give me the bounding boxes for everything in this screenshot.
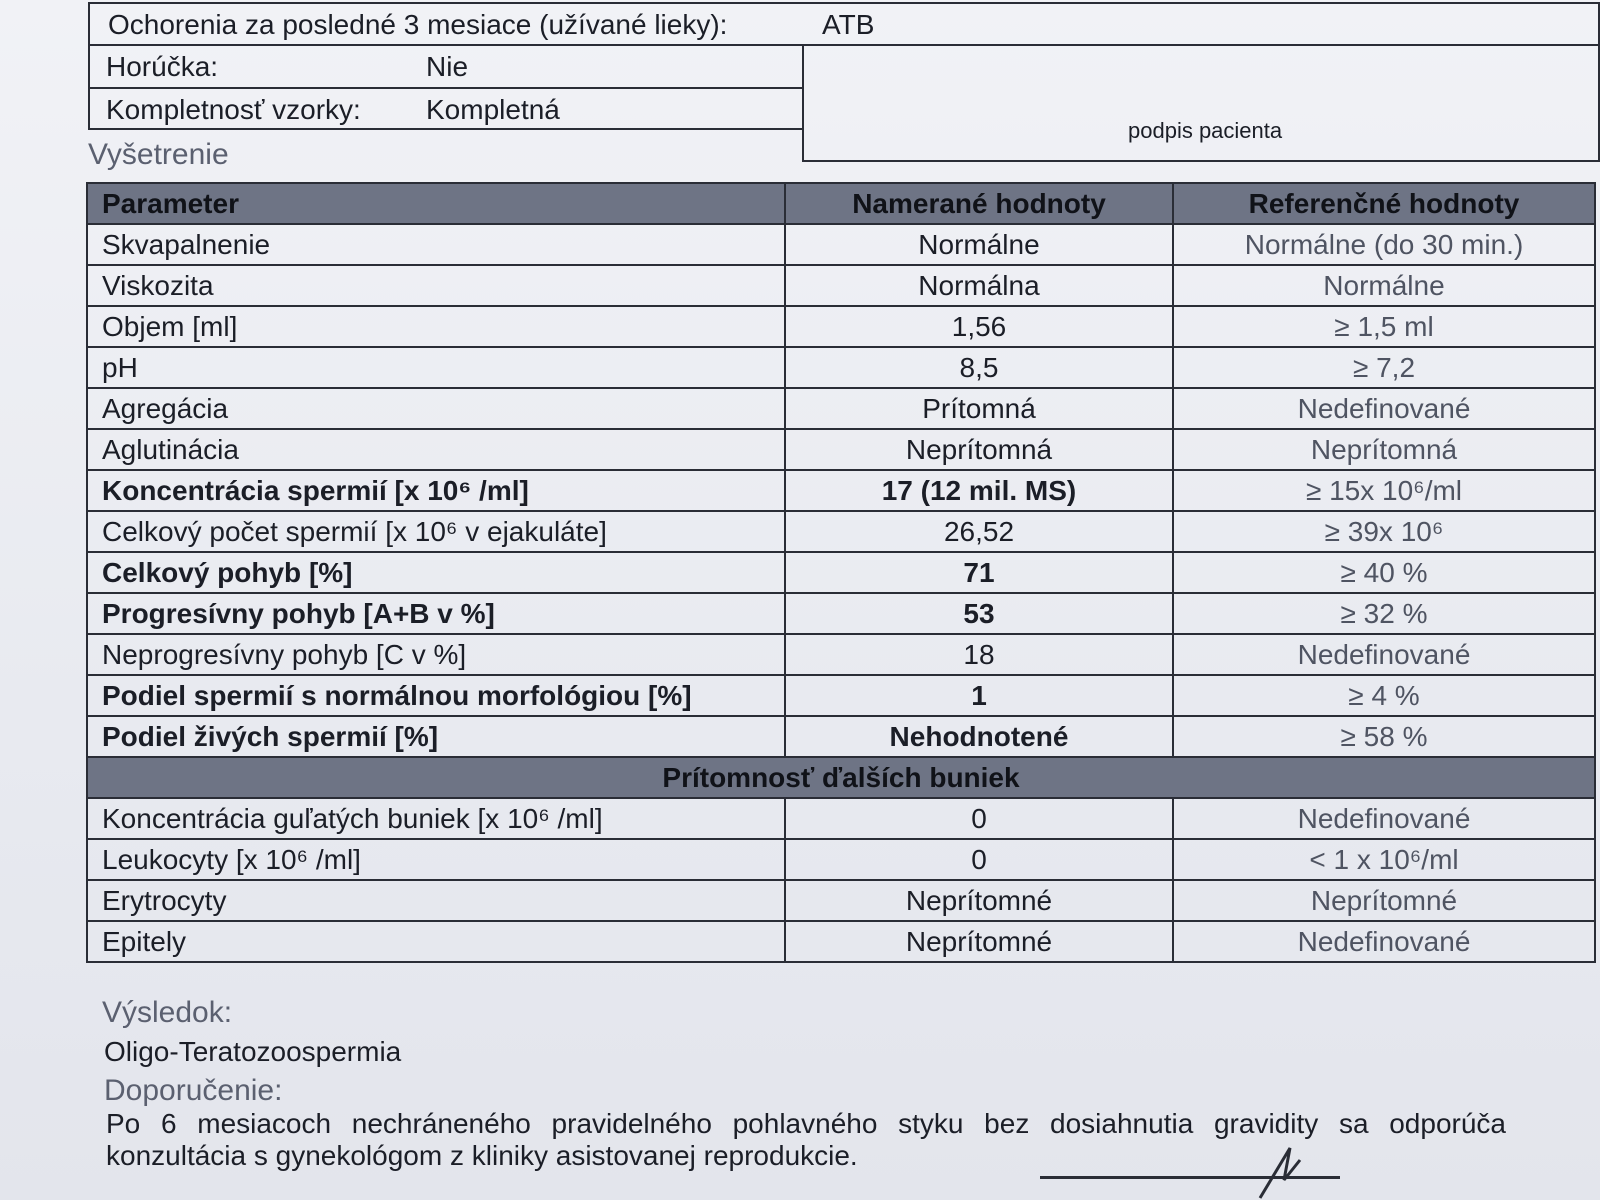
illness-row	[88, 2, 1600, 44]
row-name: Agregácia	[87, 388, 785, 429]
row-measured: Prítomná	[785, 388, 1173, 429]
row-reference: Neprítomná	[1173, 429, 1595, 470]
table-row	[87, 511, 1595, 552]
row-measured: 17 (12 mil. MS)	[785, 470, 1173, 511]
row-name: Epitely	[87, 921, 785, 962]
row-measured: Neprítomné	[785, 880, 1173, 921]
row-name: Koncentrácia spermií [x 10⁶ /ml]	[87, 470, 785, 511]
row-reference: Normálne (do 30 min.)	[1173, 224, 1595, 265]
row-name: Celkový pohyb [%]	[87, 552, 785, 593]
row-reference: ≥ 1,5 ml	[1173, 306, 1595, 347]
signature-label: podpis pacienta	[1128, 118, 1283, 143]
illness-label: Ochorenia za posledné 3 mesiace (užívané lieky):	[108, 9, 728, 40]
row-name: Skvapalnenie	[87, 224, 785, 265]
table-section-row	[87, 757, 1595, 798]
row-reference: Nedefinované	[1173, 921, 1595, 962]
table-row	[87, 388, 1595, 429]
header-measured: Namerané hodnoty	[785, 183, 1173, 224]
recommendation-label: Doporučenie:	[104, 1074, 283, 1107]
signature-scribble-icon	[1250, 1140, 1310, 1200]
row-name: Erytrocyty	[87, 880, 785, 921]
row-name: Celkový počet spermií [x 10⁶ v ejakuláte]	[87, 511, 785, 552]
row-reference: ≥ 7,2	[1173, 347, 1595, 388]
row-measured: Normálne	[785, 224, 1173, 265]
row-name: Progresívny pohyb [A+B v %]	[87, 593, 785, 634]
row-measured: 0	[785, 839, 1173, 880]
row-reference: ≥ 32 %	[1173, 593, 1595, 634]
signature-box	[802, 44, 1600, 162]
row-measured: 26,52	[785, 511, 1173, 552]
fever-label: Horúčka:	[106, 51, 219, 82]
table-row	[87, 921, 1595, 962]
table-row	[87, 470, 1595, 511]
section-title: Vyšetrenie	[88, 138, 229, 171]
result-value: Oligo-Teratozoospermia	[104, 1036, 402, 1067]
row-measured: 71	[785, 552, 1173, 593]
row-name: Koncentrácia guľatých buniek [x 10⁶ /ml]	[87, 798, 785, 839]
table-row	[87, 552, 1595, 593]
recommendation-line-2: konzultácia s gynekológom z kliniky asistovanej reprodukcie.	[106, 1140, 858, 1171]
table-row	[87, 798, 1595, 839]
table-row	[87, 634, 1595, 675]
completeness-value: Kompletná	[426, 94, 560, 125]
patient-info-block	[88, 2, 1600, 160]
row-measured: Neprítomné	[785, 921, 1173, 962]
table-row	[87, 224, 1595, 265]
row-measured: 53	[785, 593, 1173, 634]
row-name: Objem [ml]	[87, 306, 785, 347]
completeness-label: Kompletnosť vzorky:	[106, 94, 361, 125]
table-header-row	[87, 183, 1595, 224]
fever-row	[90, 46, 802, 87]
row-name: Aglutinácia	[87, 429, 785, 470]
table-row	[87, 347, 1595, 388]
row-reference: ≥ 40 %	[1173, 552, 1595, 593]
section-header-other-cells: Prítomnosť ďalších buniek	[87, 757, 1595, 798]
row-name: Leukocyty [x 10⁶ /ml]	[87, 839, 785, 880]
results-table	[86, 182, 1596, 963]
result-label: Výsledok:	[102, 996, 233, 1029]
row-name: Podiel živých spermií [%]	[87, 716, 785, 757]
row-measured: Normálna	[785, 265, 1173, 306]
table-row	[87, 593, 1595, 634]
row-name: pH	[87, 347, 785, 388]
header-reference: Referenčné hodnoty	[1173, 183, 1595, 224]
header-parameter: Parameter	[87, 183, 785, 224]
table-row	[87, 265, 1595, 306]
row-reference: ≥ 39x 10⁶	[1173, 511, 1595, 552]
table-row	[87, 880, 1595, 921]
row-measured: 18	[785, 634, 1173, 675]
row-reference: Nedefinované	[1173, 388, 1595, 429]
sample-info	[88, 44, 804, 130]
row-reference: < 1 x 10⁶/ml	[1173, 839, 1595, 880]
row-reference: Neprítomné	[1173, 880, 1595, 921]
row-measured: Nehodnotené	[785, 716, 1173, 757]
row-name: Podiel spermií s normálnou morfológiou [%]	[87, 675, 785, 716]
fever-value: Nie	[426, 51, 469, 82]
row-name: Neprogresívny pohyb [C v %]	[87, 634, 785, 675]
row-measured: 1,56	[785, 306, 1173, 347]
row-reference: Nedefinované	[1173, 634, 1595, 675]
table-row	[87, 306, 1595, 347]
table-row	[87, 429, 1595, 470]
row-reference: ≥ 58 %	[1173, 716, 1595, 757]
table-row	[87, 716, 1595, 757]
row-reference: Normálne	[1173, 265, 1595, 306]
row-name: Viskozita	[87, 265, 785, 306]
row-measured: 1	[785, 675, 1173, 716]
row-measured: Neprítomná	[785, 429, 1173, 470]
row-measured: 8,5	[785, 347, 1173, 388]
table-row	[87, 675, 1595, 716]
row-reference: ≥ 15x 10⁶/ml	[1173, 470, 1595, 511]
recommendation-line-1: Po 6 mesiacoch nechráneného pravidelného pohlavného styku bez dosiahnutia gravidity sa odporúča	[106, 1108, 1506, 1139]
completeness-row	[90, 87, 802, 128]
illness-value: ATB	[822, 9, 875, 40]
table-row	[87, 839, 1595, 880]
row-reference: Nedefinované	[1173, 798, 1595, 839]
row-measured: 0	[785, 798, 1173, 839]
row-reference: ≥ 4 %	[1173, 675, 1595, 716]
